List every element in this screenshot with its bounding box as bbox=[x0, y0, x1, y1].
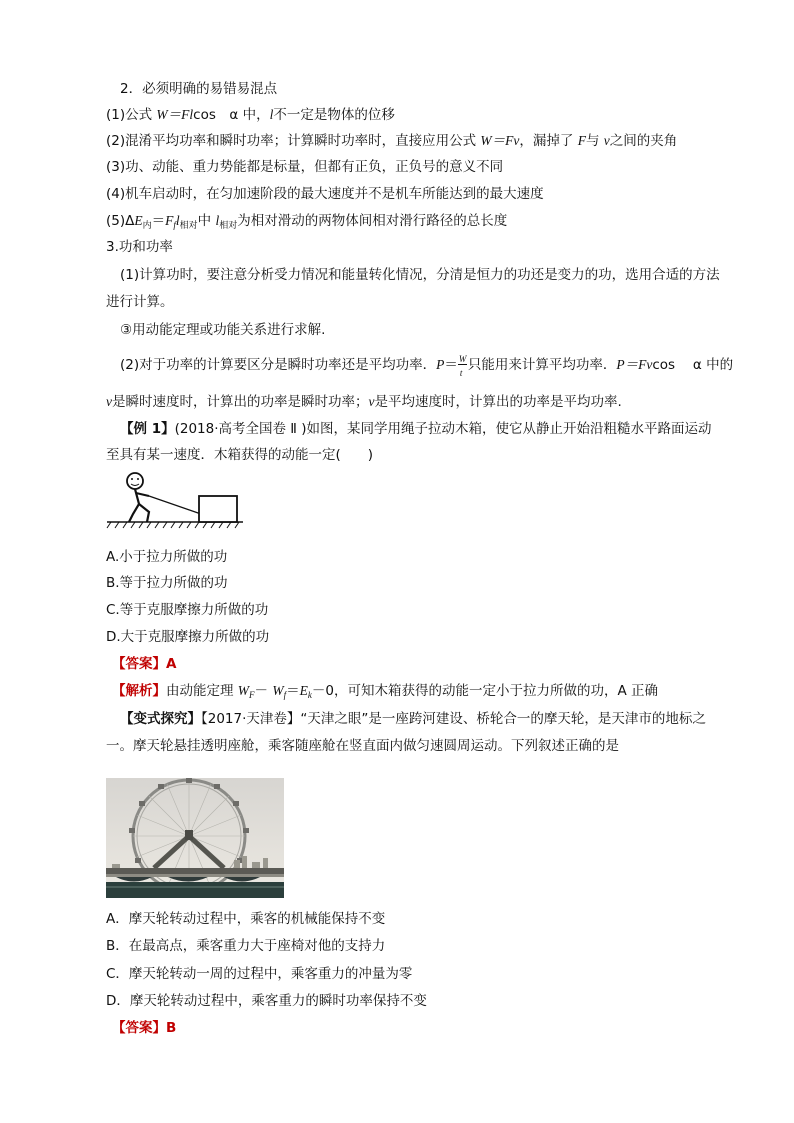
variant-question-line1: 【变式探究】【2017·天津卷】“天津之眼”是一座跨河建设、桥轮合一的摩天轮，是天津市的地标之 bbox=[120, 711, 706, 727]
section2-item3: (3)功、动能、重力势能都是标量，但都有正负，正负号的意义不同 bbox=[106, 159, 504, 175]
section2-item1: (1)公式 W＝Flcos α 中，l不一定是物体的位移 bbox=[106, 107, 395, 123]
variant-question-line2: 一。摩天轮悬挂透明座舱，乘客随座舱在竖直面内做匀速圆周运动。下列叙述正确的是 bbox=[106, 738, 619, 754]
person-pulling-box-figure bbox=[105, 470, 245, 532]
example1-label: 【例 1】 bbox=[120, 421, 175, 437]
example1-option-b: B.等于拉力所做的功 bbox=[106, 575, 228, 591]
section3-p2: (2)对于功率的计算要区分是瞬时功率还是平均功率．P＝ $\frac{W}{t}$ 只能用来计算平均功率．P＝Fvcos α 中的 bbox=[120, 354, 734, 378]
example1-option-d: D.大于克服摩擦力所做的功 bbox=[106, 629, 270, 645]
variant-label: 【变式探究】 bbox=[120, 711, 201, 727]
section3-p1-line3: ③用动能定理或功能关系进行求解. bbox=[120, 322, 326, 338]
section2-item2: (2)混淆平均功率和瞬时功率；计算瞬时功率时，直接应用公式 W＝Fv，漏掉了 F与 v之间的夹角 bbox=[106, 133, 678, 149]
section3-title: 3.功和功率 bbox=[106, 239, 173, 255]
example1-question-line2: 至具有某一速度．木箱获得的动能一定( ) bbox=[106, 447, 374, 463]
example1-analysis: 【解析】由动能定理 $W_F- W_f=E_k-0$，可知木箱获得的动能一定小于拉力所做的功，A 正确 bbox=[112, 683, 658, 700]
section2-item5: $(5)\Delta E_内=F_fl_{相对}$中 $l_{相对}$为相对滑动的两物体间相对滑行路径的总长度 bbox=[106, 213, 508, 231]
variant-option-b: B．在最高点，乘客重力大于座椅对他的支持力 bbox=[106, 938, 386, 954]
section3-p1-line2: 进行计算。 bbox=[106, 294, 174, 310]
section2-title: 2．必须明确的易错易混点 bbox=[120, 81, 278, 97]
variant-option-a: A．摩天轮转动过程中，乘客的机械能保持不变 bbox=[106, 911, 386, 927]
fraction-w-over-t: $\frac{W}{t}$ bbox=[458, 354, 467, 378]
variant-option-c: C．摩天轮转动一周的过程中，乘客重力的冲量为零 bbox=[106, 966, 413, 982]
example1-answer: 【答案】A bbox=[112, 656, 177, 672]
section3-p2-line2: v是瞬时速度时，计算出的功率是瞬时功率；v是平均速度时，计算出的功率是平均功率. bbox=[106, 394, 622, 410]
section3-p1-line1: (1)计算功时，要注意分析受力情况和能量转化情况，分清是恒力的功还是变力的功，选用合适的方法 bbox=[120, 267, 720, 283]
variant-answer: 【答案】B bbox=[112, 1020, 177, 1036]
example1-option-a: A.小于拉力所做的功 bbox=[106, 549, 228, 565]
tianjin-eye-photo bbox=[106, 778, 284, 898]
section2-item4: (4)机车启动时，在匀加速阶段的最大速度并不是机车所能达到的最大速度 bbox=[106, 186, 544, 202]
example1-option-c: C.等于克服摩擦力所做的功 bbox=[106, 602, 269, 618]
example1-question-line1: 【例 1】(2018·高考全国卷 Ⅱ )如图，某同学用绳子拉动木箱，使它从静止开始沿粗糙水平路面运动 bbox=[120, 421, 712, 437]
variant-option-d: D．摩天轮转动过程中，乘客重力的瞬时功率保持不变 bbox=[106, 993, 427, 1009]
